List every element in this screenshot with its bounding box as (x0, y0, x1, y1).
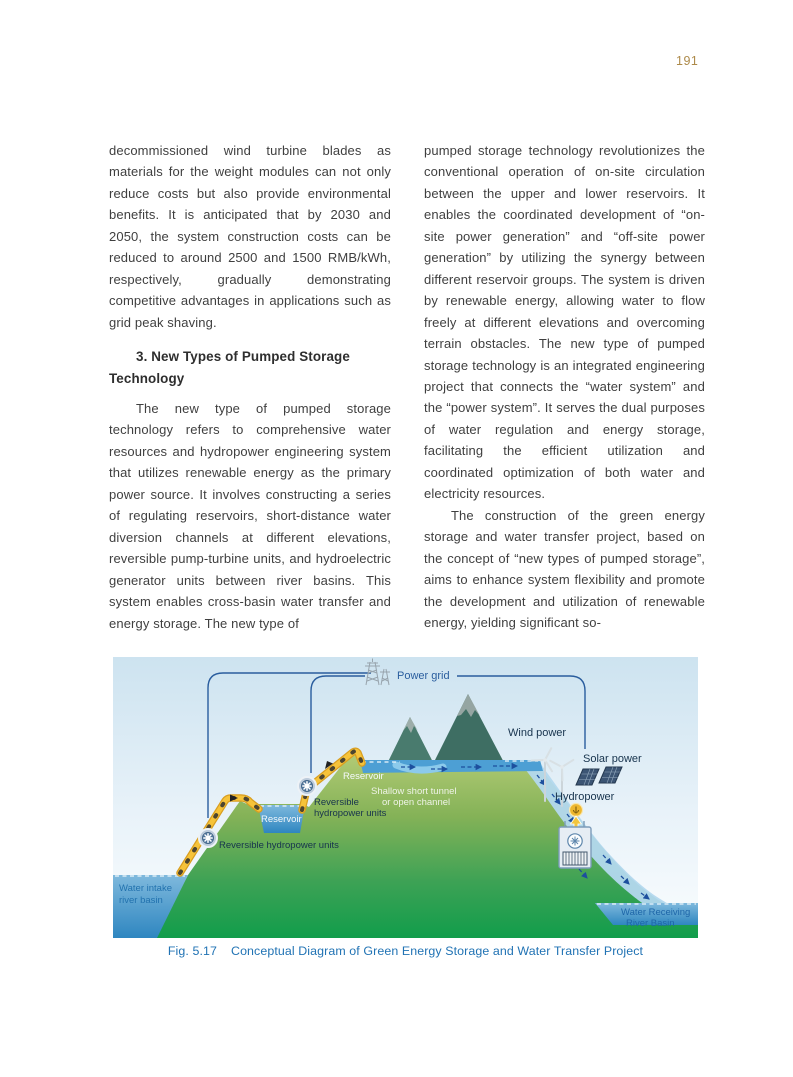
hydropower-label: Hydropower (555, 791, 615, 803)
wind-power-label: Wind power (508, 727, 567, 739)
water-intake-label-line1: Water intake (119, 883, 172, 894)
figure-caption-label: Fig. 5.17 (167, 944, 218, 958)
paragraph-continuation: decommissioned wind turbine blades as materials for the weight modules can not only reduce costs but also provide environmental benefits. It is anticipated that by 2030 and 2050, the system construction costs can be reduced to around 2500 and 1500 RMB/kWh, respectively, gradually demonstrating competitive advantages in applications such as grid peak shaving. (109, 143, 391, 330)
water-receiving-label-line1: Water Receiving (621, 907, 691, 918)
reversible-units-label-1: Reversible hydropower units (219, 840, 339, 851)
water-intake-label-line2: river basin (119, 895, 163, 906)
reversible-unit-icon-2 (298, 777, 316, 795)
paragraph-right-2: The construction of the green energy storage and water transfer project, based on the concept of “new types of pumped storage”, aims to enhance system flexibility and promote the development and utilization of renewable energy, yielding significant so- (424, 507, 705, 630)
figure-5-17 (113, 657, 698, 938)
water-receiving-label-line2: River Basin (626, 918, 675, 929)
tunnel-label-line1: Shallow short tunnel (371, 786, 457, 797)
paragraph-right-1: pumped storage technology revolutionizes the conventional operation of on-site circulation between the upper and lower reservoirs. It enables the coordinated development of “on-site power generation” and “off-site power generation” by utilizing the synergy between different reservoir groups. The system is driven by renewable energy, allowing water to flow freely at different elevations and overcoming terrain obstacles. The new type of pumped storage technology is an integrated engineering project that connects the “water system” and the “power system”. It serves the dual purposes of water regulation and energy storage, facilitating the efficient utilization and coordinated optimization of both water and electricity resources. (424, 143, 705, 502)
figure-diagram (113, 657, 698, 938)
left-column (109, 140, 391, 634)
reservoir-lower-label: Reservoir (261, 814, 302, 825)
figure-caption-text: Conceptual Diagram of Green Energy Storage and Water Transfer Project (231, 944, 644, 958)
power-grid-label: Power grid (397, 670, 450, 682)
figure-caption (113, 944, 698, 958)
section-heading: 3. New Types of Pumped Storage Technology (109, 349, 350, 386)
solar-power-label: Solar power (583, 753, 642, 765)
reversible-units-label-2a: Reversible (314, 797, 359, 808)
reversible-units-label-2b: hydropower units (314, 808, 387, 819)
page-number: 191 (676, 54, 699, 68)
tunnel-label-line2: or open channel (382, 797, 451, 808)
paragraph-left-2: The new type of pumped storage technology refers to comprehensive water resources and hydropower engineering system that utilizes renewable energy as the primary power source. It involves constructing a series of regulating reservoirs, short-distance water diversion channels at different elevations, reversible pump-turbine units, and hydroelectric generator units between river basins. This system enables cross-basin water transfer and energy storage. The new type of (109, 400, 391, 631)
reservoir-upper-label: Reservoir (343, 771, 384, 782)
reversible-unit-icon-1 (199, 829, 217, 847)
right-column (424, 140, 705, 633)
